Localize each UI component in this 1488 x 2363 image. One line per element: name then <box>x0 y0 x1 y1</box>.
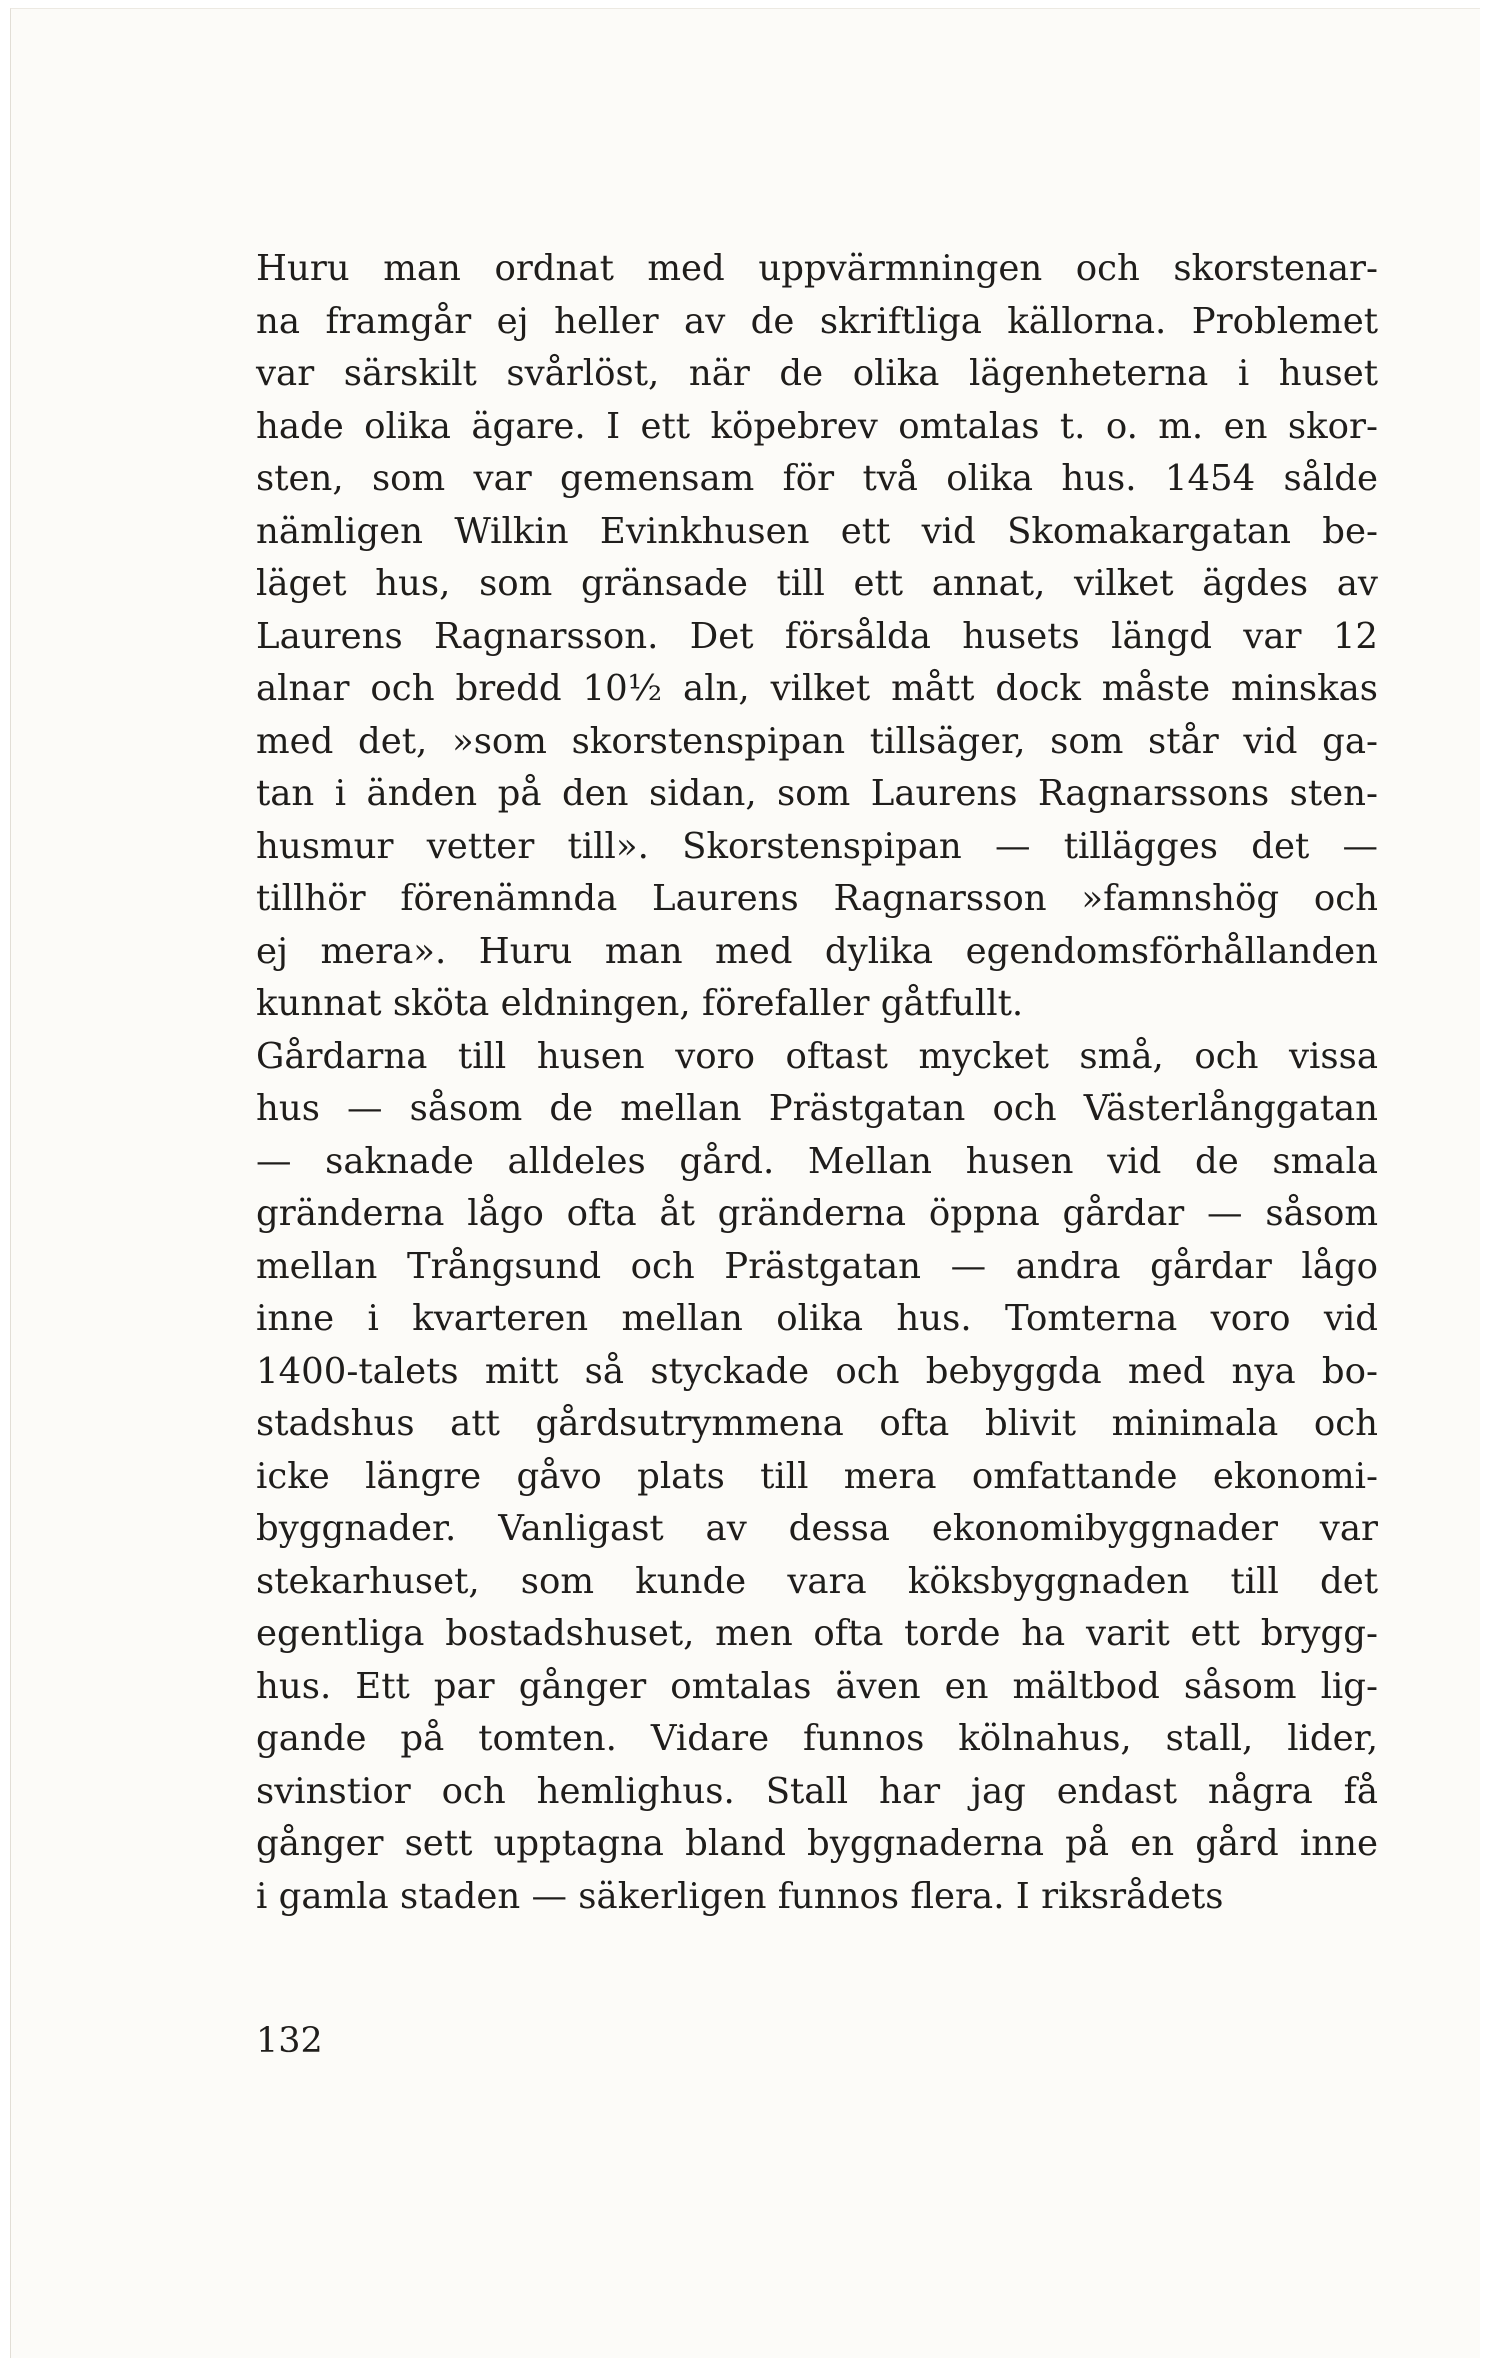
paragraph <box>256 1031 1378 1924</box>
text-line: Gårdarna till husen voro oftast mycket små, och vissa <box>256 1035 1378 1077</box>
text-line: hus — såsom de mellan Prästgatan och Västerlånggatan <box>256 1088 1378 1129</box>
text-line: Laurens Ragnarsson. Det försålda husets längd var 12 <box>256 615 1378 657</box>
text-line: tillhör förenämnda Laurens Ragnarsson »famnshög och <box>256 878 1378 919</box>
text-line: svinstior och hemlighus. Stall har jag endast några få <box>256 1770 1378 1812</box>
body-text <box>256 243 1378 1923</box>
text-line: hus. Ett par gånger omtalas även en mältbod såsom lig- <box>256 1665 1378 1707</box>
text-line: nämligen Wilkin Evinkhusen ett vid Skomakargatan be- <box>256 510 1378 552</box>
text-line: egentliga bostadshuset, men ofta torde ha varit ett brygg- <box>256 1613 1378 1654</box>
text-line: alnar och bredd 10½ aln, vilket mått dock måste minskas <box>256 668 1378 709</box>
text-line: ej mera». Huru man med dylika egendomsförhållanden <box>256 930 1378 972</box>
text-line: icke längre gåvo plats till mera omfattande ekonomi- <box>256 1455 1378 1497</box>
page-number: 132 <box>256 2021 323 2061</box>
text-line: sten, som var gemensam för två olika hus. 1454 sålde <box>256 458 1378 499</box>
text-line: Huru man ordnat med uppvärmningen och skorstenar- <box>256 248 1378 289</box>
text-line: na framgår ej heller av de skriftliga källorna. Problemet <box>256 300 1378 342</box>
text-line: mellan Trångsund och Prästgatan — andra gårdar lågo <box>256 1245 1378 1287</box>
text-line: byggnader. Vanligast av dessa ekonomibyggnader var <box>256 1508 1378 1549</box>
text-line: — saknade alldeles gård. Mellan husen vid de smala <box>256 1140 1378 1182</box>
text-line: tan i änden på den sidan, som Laurens Ragnarssons sten- <box>256 773 1378 814</box>
text-line: hade olika ägare. I ett köpebrev omtalas t. o. m. en skor- <box>256 405 1378 447</box>
text-line: stadshus att gårdsutrymmena ofta blivit minimala och <box>256 1403 1378 1444</box>
text-line: i gamla staden — säkerligen funnos flera. I riksrådets <box>256 1875 1224 1917</box>
text-line: var särskilt svårlöst, när de olika lägenheterna i huset <box>256 353 1378 394</box>
text-line: gande på tomten. Vidare funnos kölnahus, stall, lider, <box>256 1718 1378 1759</box>
text-line: gränderna lågo ofta åt gränderna öppna gårdar — såsom <box>256 1193 1378 1234</box>
text-line: 1400-talets mitt så styckade och bebyggda med nya bo- <box>256 1350 1378 1392</box>
text-line: stekarhuset, som kunde vara köksbyggnaden till det <box>256 1560 1378 1602</box>
text-line: kunnat sköta eldningen, förefaller gåtfullt. <box>256 983 1024 1024</box>
text-line: gånger sett upptagna bland byggnaderna på en gård inne <box>256 1823 1378 1864</box>
paragraph <box>256 243 1378 1031</box>
text-line: med det, »som skorstenspipan tillsäger, som står vid ga- <box>256 720 1378 762</box>
text-line: inne i kvarteren mellan olika hus. Tomterna voro vid <box>256 1298 1378 1339</box>
book-page <box>10 8 1480 2358</box>
text-line: läget hus, som gränsade till ett annat, vilket ägdes av <box>256 563 1378 604</box>
text-line: husmur vetter till». Skorstenspipan — tillägges det — <box>256 825 1378 867</box>
